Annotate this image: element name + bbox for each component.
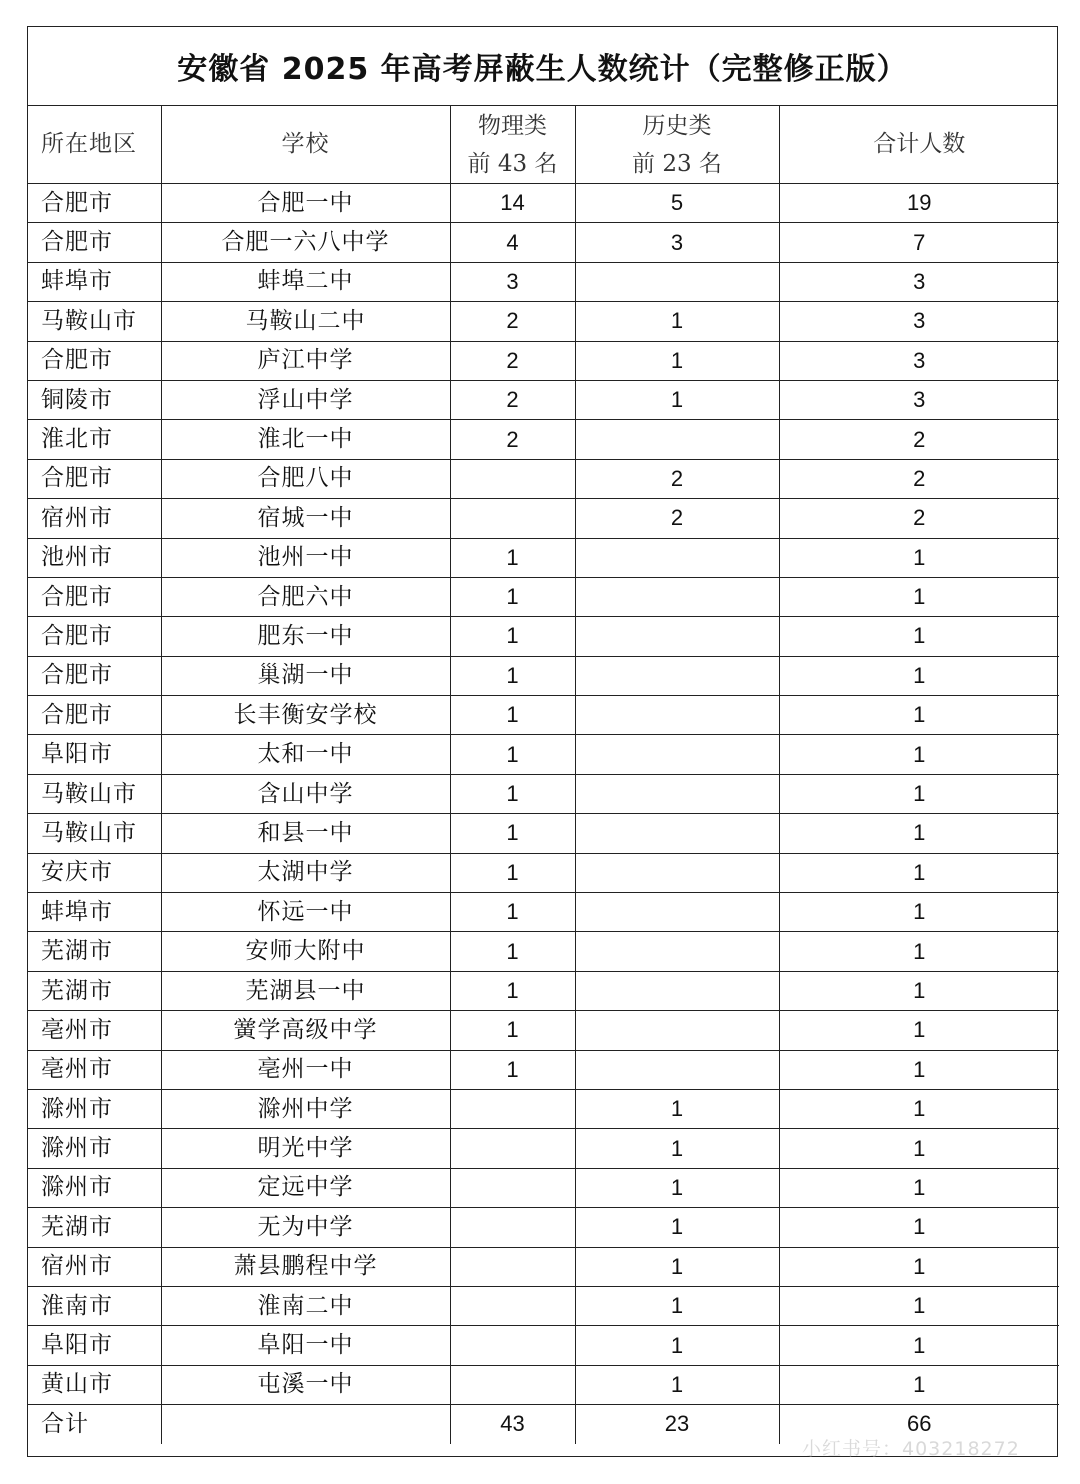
history-count-cell: 1: [575, 302, 779, 341]
header-history-line1: 历史类: [642, 112, 712, 139]
history-count-cell: 1: [575, 1286, 779, 1325]
total-count-cell: 1: [779, 774, 1059, 813]
history-count-cell: [575, 696, 779, 735]
history-count-cell: 1: [575, 1365, 779, 1404]
physics-count-cell: 2: [450, 302, 575, 341]
totals-physics: 43: [450, 1405, 575, 1444]
physics-count-cell: 1: [450, 774, 575, 813]
school-cell: 淮北一中: [161, 420, 450, 459]
school-cell: 长丰衡安学校: [161, 696, 450, 735]
physics-count-cell: [450, 499, 575, 538]
physics-count-cell: 1: [450, 696, 575, 735]
physics-count-cell: 1: [450, 1050, 575, 1089]
school-cell: 屯溪一中: [161, 1365, 450, 1404]
total-count-cell: 1: [779, 577, 1059, 616]
table-row: [28, 971, 1059, 1010]
total-count-cell: 1: [779, 735, 1059, 774]
table-row: [28, 1089, 1059, 1128]
history-count-cell: [575, 971, 779, 1010]
history-count-cell: [575, 617, 779, 656]
table-row: [28, 617, 1059, 656]
total-count-cell: 3: [779, 341, 1059, 380]
school-cell: 蚌埠二中: [161, 262, 450, 301]
total-count-cell: 1: [779, 932, 1059, 971]
region-cell: 滁州市: [28, 1129, 161, 1168]
physics-count-cell: [450, 1365, 575, 1404]
region-cell: 淮南市: [28, 1286, 161, 1325]
table-row: [28, 499, 1059, 538]
physics-count-cell: 2: [450, 420, 575, 459]
region-cell: 合肥市: [28, 184, 161, 223]
region-cell: 阜阳市: [28, 735, 161, 774]
totals-label: 合计: [28, 1405, 161, 1444]
region-cell: 芜湖市: [28, 932, 161, 971]
school-cell: 和县一中: [161, 814, 450, 853]
school-cell: 安师大附中: [161, 932, 450, 971]
region-cell: 合肥市: [28, 656, 161, 695]
table-row: [28, 262, 1059, 301]
region-cell: 马鞍山市: [28, 302, 161, 341]
header-physics: [450, 106, 575, 184]
school-cell: 合肥六中: [161, 577, 450, 616]
table-row: [28, 932, 1059, 971]
physics-count-cell: 1: [450, 814, 575, 853]
school-cell: 芜湖县一中: [161, 971, 450, 1010]
region-cell: 黄山市: [28, 1365, 161, 1404]
header-physics-line1: 物理类: [478, 112, 547, 139]
header-total: 合计人数: [779, 106, 1059, 184]
region-cell: 马鞍山市: [28, 774, 161, 813]
school-cell: 肥东一中: [161, 617, 450, 656]
total-count-cell: 1: [779, 1365, 1059, 1404]
region-cell: 亳州市: [28, 1050, 161, 1089]
table-row: [28, 1326, 1059, 1365]
history-count-cell: [575, 262, 779, 301]
region-cell: 阜阳市: [28, 1326, 161, 1365]
history-count-cell: [575, 420, 779, 459]
table-row: [28, 853, 1059, 892]
total-count-cell: 2: [779, 499, 1059, 538]
region-cell: 合肥市: [28, 223, 161, 262]
school-cell: 太湖中学: [161, 853, 450, 892]
total-count-cell: 1: [779, 696, 1059, 735]
school-cell: 明光中学: [161, 1129, 450, 1168]
table-row: [28, 814, 1059, 853]
header-school: 学校: [161, 106, 450, 184]
table-row: [28, 577, 1059, 616]
history-count-cell: [575, 814, 779, 853]
region-cell: 亳州市: [28, 1011, 161, 1050]
total-count-cell: 1: [779, 893, 1059, 932]
school-cell: 宿城一中: [161, 499, 450, 538]
total-count-cell: 1: [779, 1286, 1059, 1325]
region-cell: 宿州市: [28, 1247, 161, 1286]
history-count-cell: [575, 893, 779, 932]
history-count-cell: 2: [575, 499, 779, 538]
header-history-line2: 前 23 名: [632, 150, 722, 177]
header-history: [575, 106, 779, 184]
school-cell: 巢湖一中: [161, 656, 450, 695]
total-count-cell: 1: [779, 617, 1059, 656]
physics-count-cell: 1: [450, 971, 575, 1010]
history-count-cell: 5: [575, 184, 779, 223]
header-physics-line2: 前 43 名: [467, 150, 558, 177]
table-row: [28, 656, 1059, 695]
school-cell: 阜阳一中: [161, 1326, 450, 1365]
history-count-cell: [575, 1011, 779, 1050]
table-row: [28, 1050, 1059, 1089]
physics-count-cell: [450, 1208, 575, 1247]
school-cell: 合肥一中: [161, 184, 450, 223]
history-count-cell: 3: [575, 223, 779, 262]
school-cell: 怀远一中: [161, 893, 450, 932]
history-count-cell: 1: [575, 1326, 779, 1365]
total-count-cell: 7: [779, 223, 1059, 262]
history-count-cell: [575, 656, 779, 695]
total-count-cell: 1: [779, 538, 1059, 577]
physics-count-cell: 1: [450, 617, 575, 656]
total-count-cell: 3: [779, 380, 1059, 419]
physics-count-cell: 3: [450, 262, 575, 301]
history-count-cell: [575, 853, 779, 892]
total-count-cell: 1: [779, 814, 1059, 853]
school-cell: 太和一中: [161, 735, 450, 774]
school-cell: 黉学高级中学: [161, 1011, 450, 1050]
total-count-cell: 2: [779, 459, 1059, 498]
physics-count-cell: [450, 1247, 575, 1286]
page-title: 安徽省 2025 年高考屏蔽生人数统计（完整修正版）: [28, 27, 1057, 106]
history-count-cell: 1: [575, 1208, 779, 1247]
physics-count-cell: 1: [450, 735, 575, 774]
region-cell: 芜湖市: [28, 1208, 161, 1247]
total-count-cell: 1: [779, 1011, 1059, 1050]
total-count-cell: 1: [779, 1247, 1059, 1286]
table-row: [28, 184, 1059, 223]
physics-count-cell: 14: [450, 184, 575, 223]
history-count-cell: 1: [575, 1129, 779, 1168]
region-cell: 芜湖市: [28, 971, 161, 1010]
total-count-cell: 1: [779, 971, 1059, 1010]
region-cell: 合肥市: [28, 577, 161, 616]
total-count-cell: 1: [779, 1168, 1059, 1207]
table-row: [28, 774, 1059, 813]
table-row: [28, 696, 1059, 735]
history-count-cell: [575, 1050, 779, 1089]
total-count-cell: 1: [779, 1326, 1059, 1365]
physics-count-cell: 1: [450, 577, 575, 616]
region-cell: 合肥市: [28, 696, 161, 735]
stats-table: [28, 106, 1059, 1444]
school-cell: 庐江中学: [161, 341, 450, 380]
region-cell: 安庆市: [28, 853, 161, 892]
table-row: [28, 893, 1059, 932]
history-count-cell: 1: [575, 341, 779, 380]
physics-count-cell: [450, 1286, 575, 1325]
table-row: [28, 1208, 1059, 1247]
total-count-cell: 2: [779, 420, 1059, 459]
school-cell: 淮南二中: [161, 1286, 450, 1325]
history-count-cell: [575, 932, 779, 971]
header-row: [28, 106, 1059, 184]
table-row: [28, 223, 1059, 262]
physics-count-cell: 1: [450, 656, 575, 695]
school-cell: 无为中学: [161, 1208, 450, 1247]
history-count-cell: 1: [575, 1247, 779, 1286]
school-cell: 合肥一六八中学: [161, 223, 450, 262]
region-cell: 滁州市: [28, 1168, 161, 1207]
total-count-cell: 1: [779, 1129, 1059, 1168]
physics-count-cell: [450, 1326, 575, 1365]
total-count-cell: 1: [779, 1089, 1059, 1128]
physics-count-cell: [450, 1168, 575, 1207]
table-row: [28, 1129, 1059, 1168]
totals-total: 66: [907, 1411, 932, 1437]
school-cell: 浮山中学: [161, 380, 450, 419]
table-row: [28, 302, 1059, 341]
total-count-cell: 1: [779, 853, 1059, 892]
history-count-cell: 1: [575, 1168, 779, 1207]
physics-count-cell: 2: [450, 380, 575, 419]
region-cell: 铜陵市: [28, 380, 161, 419]
table-row: [28, 1247, 1059, 1286]
table-row: [28, 341, 1059, 380]
table-body: [28, 184, 1059, 1444]
history-count-cell: [575, 577, 779, 616]
school-cell: 滁州中学: [161, 1089, 450, 1128]
physics-count-cell: 2: [450, 341, 575, 380]
total-count-cell: 3: [779, 302, 1059, 341]
physics-count-cell: [450, 1129, 575, 1168]
history-count-cell: 2: [575, 459, 779, 498]
total-count-cell: 19: [779, 184, 1059, 223]
total-count-cell: 1: [779, 1208, 1059, 1247]
table-row: [28, 735, 1059, 774]
table-row: [28, 420, 1059, 459]
total-count-cell: 3: [779, 262, 1059, 301]
school-cell: 池州一中: [161, 538, 450, 577]
physics-count-cell: 1: [450, 932, 575, 971]
physics-count-cell: 1: [450, 853, 575, 892]
table-row: [28, 380, 1059, 419]
region-cell: 马鞍山市: [28, 814, 161, 853]
table-row: [28, 538, 1059, 577]
table-row: [28, 1365, 1059, 1404]
region-cell: 宿州市: [28, 499, 161, 538]
region-cell: 合肥市: [28, 459, 161, 498]
region-cell: 淮北市: [28, 420, 161, 459]
stats-sheet: [27, 26, 1058, 1457]
history-count-cell: [575, 774, 779, 813]
school-cell: 亳州一中: [161, 1050, 450, 1089]
school-cell: 含山中学: [161, 774, 450, 813]
header-region: 所在地区: [28, 106, 161, 184]
physics-count-cell: 1: [450, 538, 575, 577]
history-count-cell: 1: [575, 380, 779, 419]
table-row: [28, 1168, 1059, 1207]
physics-count-cell: 1: [450, 1011, 575, 1050]
history-count-cell: [575, 735, 779, 774]
school-cell: 合肥八中: [161, 459, 450, 498]
history-count-cell: 1: [575, 1089, 779, 1128]
region-cell: 池州市: [28, 538, 161, 577]
region-cell: 滁州市: [28, 1089, 161, 1128]
physics-count-cell: [450, 459, 575, 498]
total-count-cell: 1: [779, 656, 1059, 695]
physics-count-cell: 1: [450, 893, 575, 932]
school-cell: 马鞍山二中: [161, 302, 450, 341]
table-row: [28, 459, 1059, 498]
school-cell: 萧县鹏程中学: [161, 1247, 450, 1286]
history-count-cell: [575, 538, 779, 577]
total-count-cell: 1: [779, 1050, 1059, 1089]
physics-count-cell: 4: [450, 223, 575, 262]
physics-count-cell: [450, 1089, 575, 1128]
school-cell: 定远中学: [161, 1168, 450, 1207]
totals-school-cell: [161, 1405, 450, 1444]
watermark: 小红书号：403218272: [802, 1438, 1020, 1460]
region-cell: 蚌埠市: [28, 262, 161, 301]
totals-history: 23: [575, 1405, 779, 1444]
table-row: [28, 1011, 1059, 1050]
region-cell: 蚌埠市: [28, 893, 161, 932]
region-cell: 合肥市: [28, 617, 161, 656]
table-row: [28, 1286, 1059, 1325]
region-cell: 合肥市: [28, 341, 161, 380]
